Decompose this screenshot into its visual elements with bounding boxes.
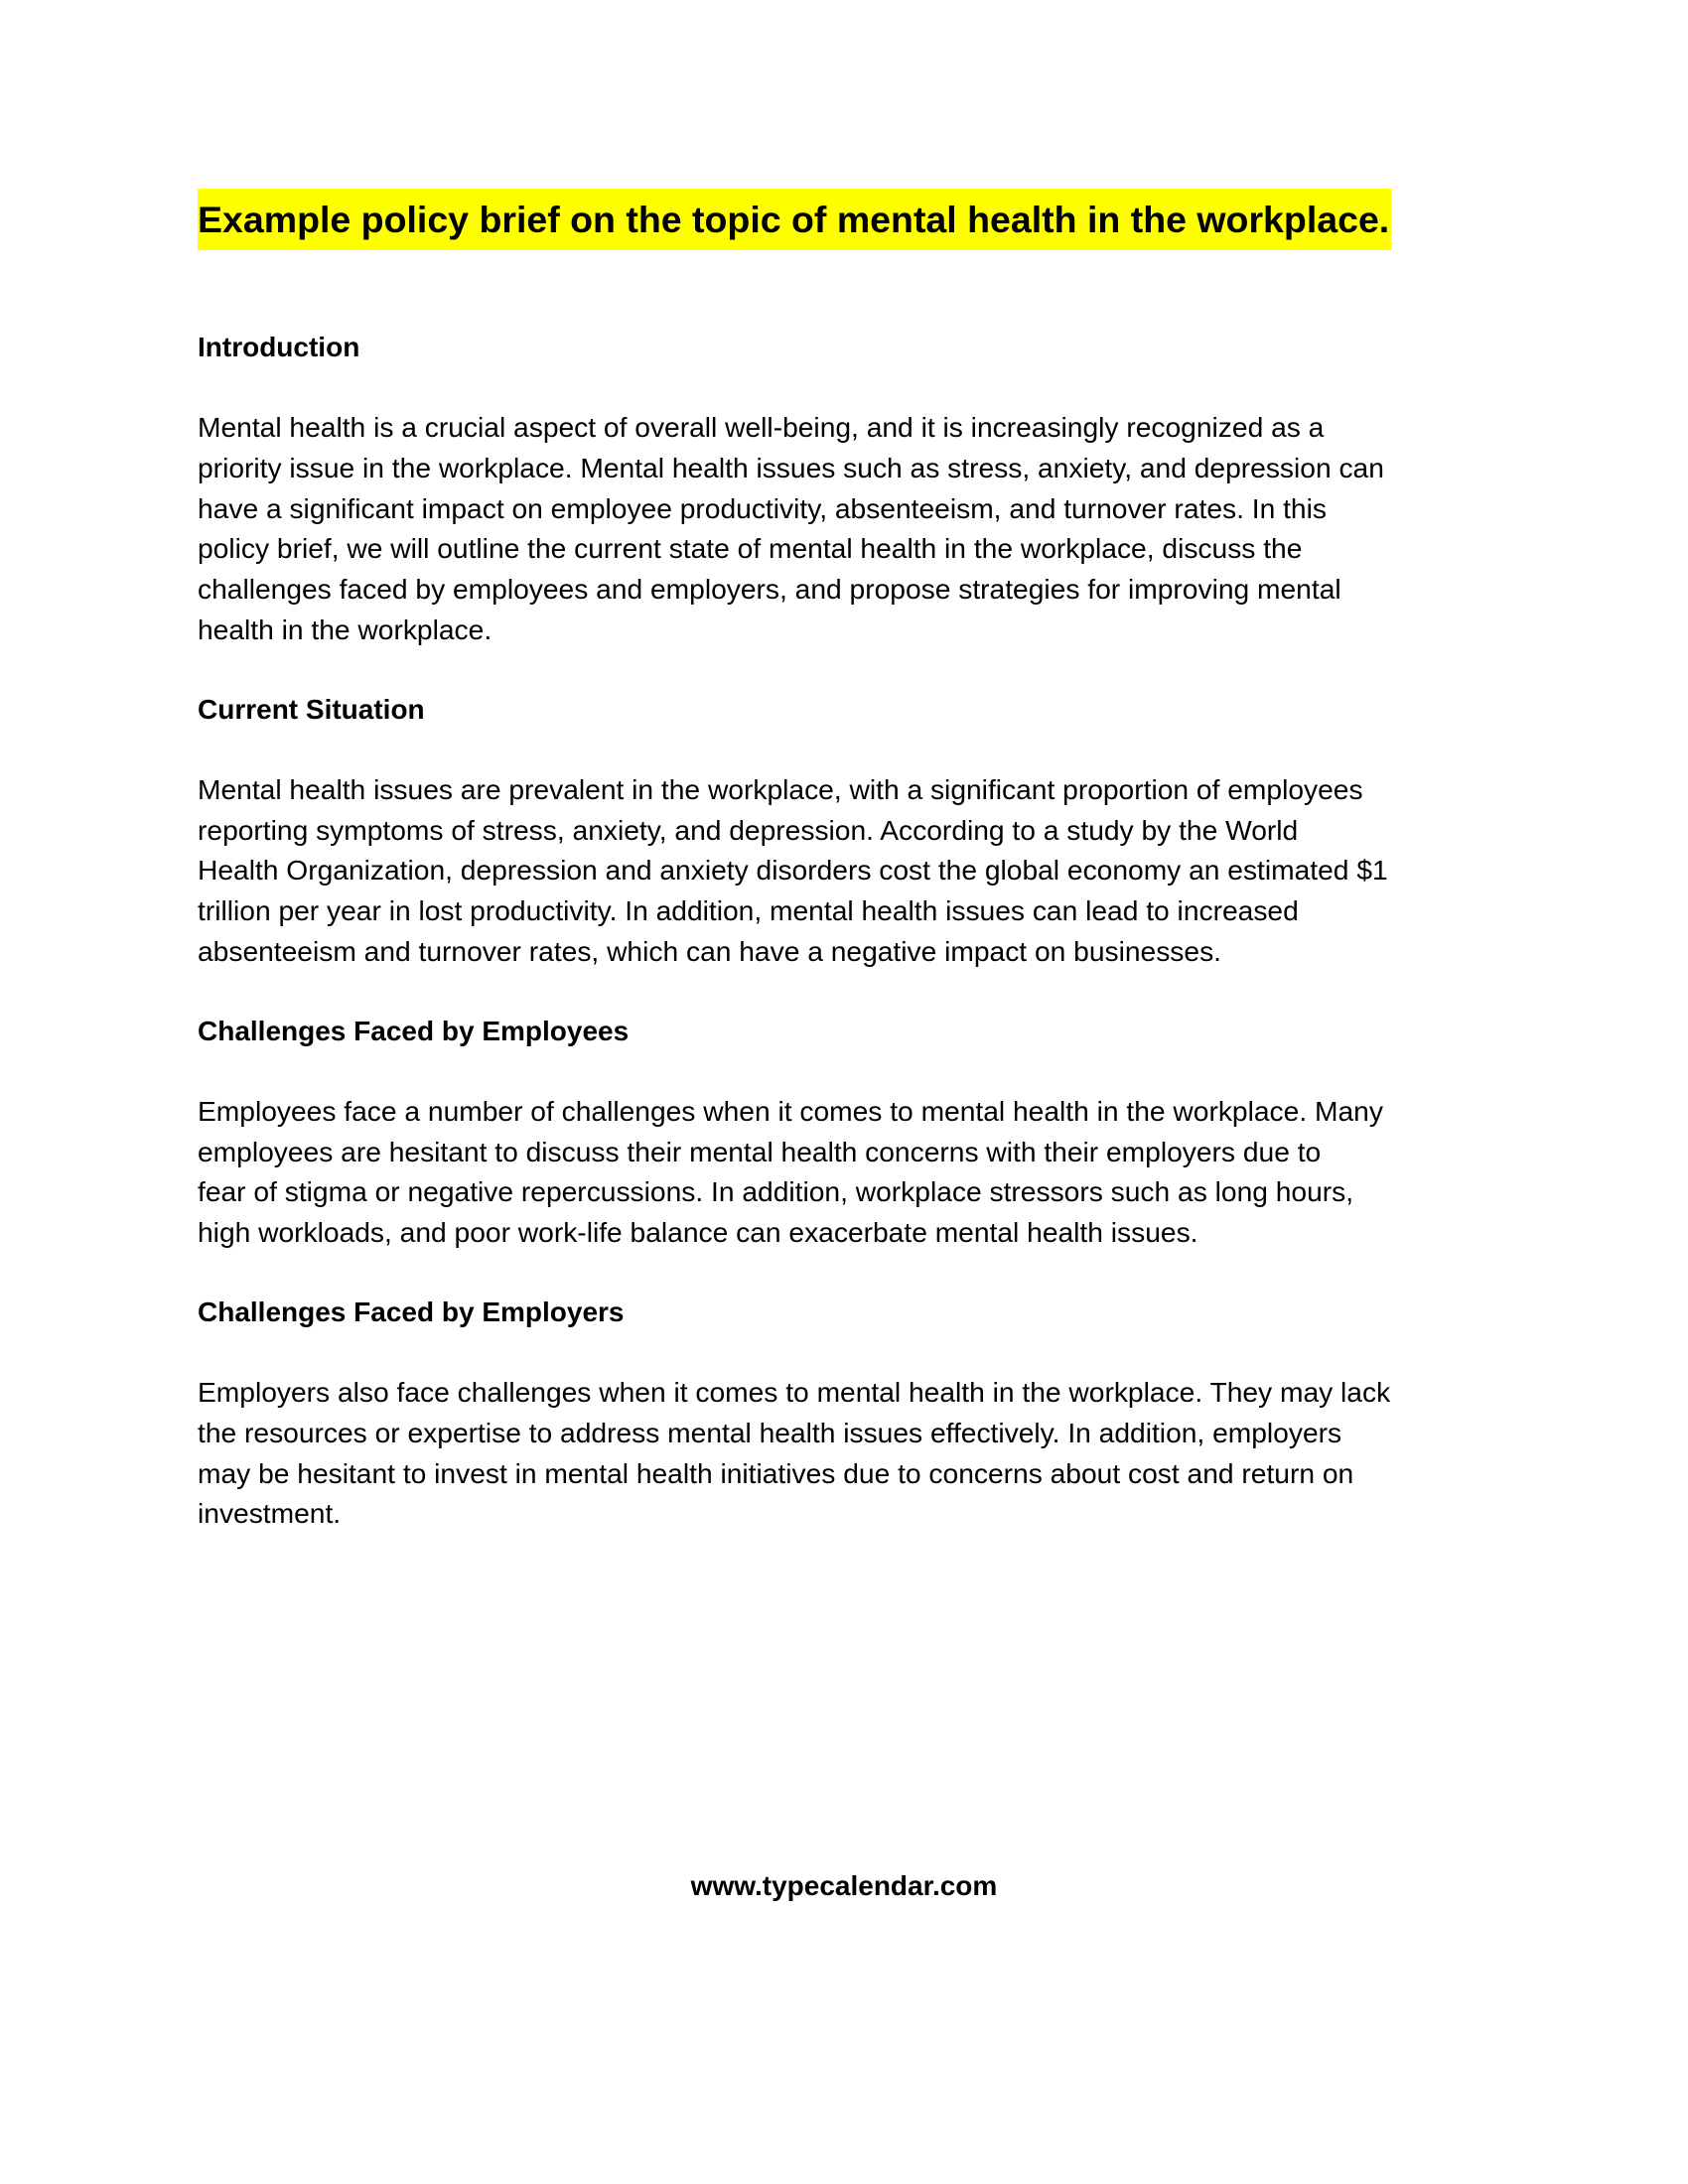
paragraph-line: challenges faced by employees and employers, and propose strategies for improving mental [198,573,1341,606]
paragraph-line: high workloads, and poor work-life balance can exacerbate mental health issues. [198,1216,1198,1249]
paragraph-line: employees are hesitant to discuss their mental health concerns with their employers due to [198,1135,1322,1167]
paragraph-line: absenteeism and turnover rates, which can have a negative impact on businesses. [198,934,1222,967]
section-heading-challenges-employees: Challenges Faced by Employees [198,1015,630,1046]
section-heading-introduction: Introduction [198,332,360,362]
paragraph-line: priority issue in the workplace. Mental health issues such as stress, anxiety, and depression can [198,451,1384,483]
document-title: Example policy brief on the topic of mental health in the workplace. [198,189,1391,250]
paragraph-line: reporting symptoms of stress, anxiety, and depression. According to a study by the World [198,813,1299,846]
paragraph-challenges-employees [198,1091,1493,1253]
paragraph-line: Employers also face challenges when it comes to mental health in the workplace. They may lack [198,1375,1391,1408]
paragraph-line: Health Organization, depression and anxiety disorders cost the global economy an estimated $1 [198,854,1388,887]
paragraph-line: Mental health issues are prevalent in the workplace, with a significant proportion of employees [198,772,1363,805]
section-challenges-employees [198,1012,1488,1253]
paragraph-line: the resources or expertise to address mental health issues effectively. In addition, employers [198,1416,1342,1448]
paragraph-challenges-employers [198,1372,1493,1534]
section-current-situation [198,690,1488,972]
paragraph-line: have a significant impact on employee productivity, absenteeism, and turnover rates. In this [198,491,1327,524]
paragraph-line: health in the workplace. [198,613,492,645]
title-block [198,189,1488,252]
paragraph-introduction [198,407,1493,650]
paragraph-line: Mental health is a crucial aspect of overall well-being, and it is increasingly recognized as a [198,411,1325,443]
paragraph-current-situation [198,769,1493,972]
paragraph-line: investment. [198,1497,342,1530]
section-heading-current-situation: Current Situation [198,693,425,725]
paragraph-line: may be hesitant to invest in mental health initiatives due to concerns about cost and return on [198,1456,1354,1489]
paragraph-line: policy brief, we will outline the current state of mental health in the workplace, discuss the [198,532,1303,565]
paragraph-line: trillion per year in lost productivity. In addition, mental health issues can lead to increased [198,894,1299,927]
section-introduction [198,328,1488,650]
section-challenges-employers [198,1293,1488,1534]
section-heading-challenges-employers: Challenges Faced by Employers [198,1296,625,1327]
paragraph-line: fear of stigma or negative repercussions. In addition, workplace stressors such as long hours, [198,1175,1354,1208]
document-body [198,189,1488,1534]
footer-website-link[interactable]: www.typecalendar.com [690,1870,998,1901]
paragraph-line: Employees face a number of challenges when it comes to mental health in the workplace. Many [198,1094,1383,1127]
